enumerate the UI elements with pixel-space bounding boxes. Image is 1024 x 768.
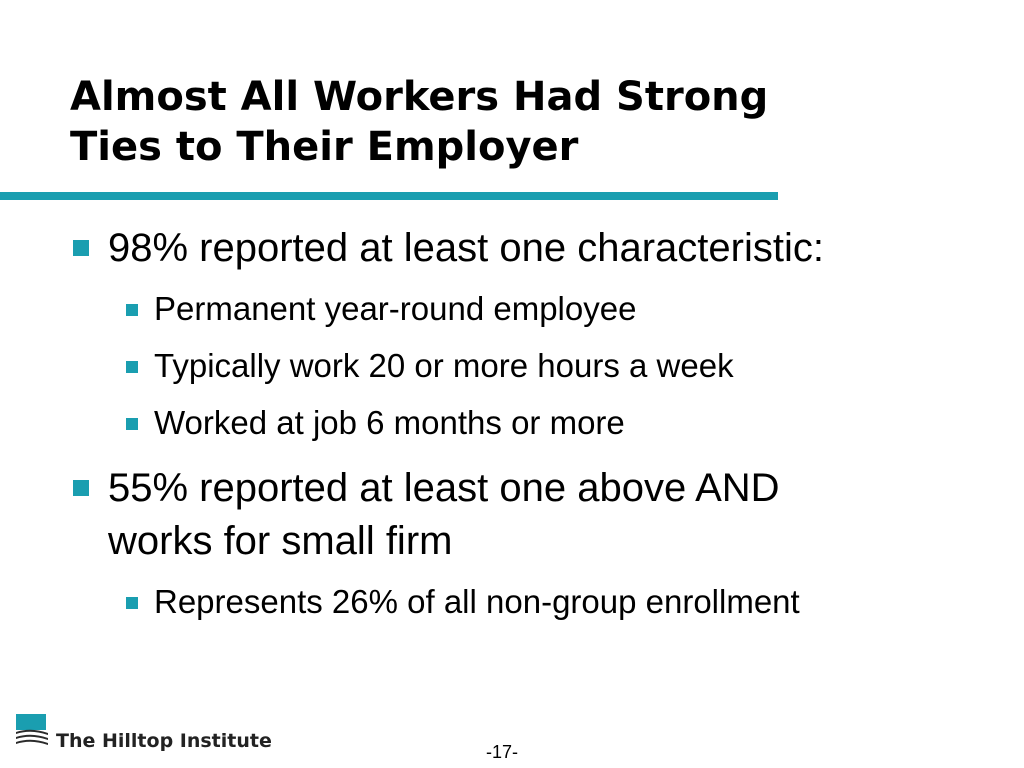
square-bullet-icon	[126, 361, 138, 373]
slide-title	[70, 72, 950, 172]
bullet-text-line-2: works for small firm	[108, 519, 453, 563]
sub-bullet-item	[154, 582, 974, 622]
slide-title-line-2: Ties to Their Employer	[70, 124, 579, 170]
bullet-text: 98% reported at least one characteristic:	[108, 226, 824, 270]
slide-title-line-1: Almost All Workers Had Strong	[70, 74, 769, 120]
square-bullet-icon	[126, 597, 138, 609]
sub-bullet-text: Permanent year-round employee	[154, 290, 637, 327]
bullet-item-1	[108, 222, 968, 275]
hilltop-logo-icon	[16, 714, 50, 750]
logo-text: The Hilltop Institute	[56, 730, 272, 752]
sub-bullet-text: Represents 26% of all non-group enrollment	[154, 583, 800, 620]
sub-bullet-text: Typically work 20 or more hours a week	[154, 347, 734, 384]
page-number: -17-	[486, 742, 519, 762]
sub-bullet-item	[154, 346, 974, 386]
square-bullet-icon	[126, 418, 138, 430]
hilltop-institute-logo	[16, 714, 272, 754]
sub-bullet-item	[154, 403, 974, 443]
square-bullet-icon	[126, 304, 138, 316]
square-bullet-icon	[73, 480, 89, 496]
square-bullet-icon	[73, 240, 89, 256]
sub-bullet-text: Worked at job 6 months or more	[154, 404, 625, 441]
bullet-text-line-1: 55% reported at least one above AND	[108, 466, 780, 510]
sub-bullet-item	[154, 289, 974, 329]
bullet-item-2	[108, 462, 968, 568]
title-underline-rule	[0, 192, 778, 200]
